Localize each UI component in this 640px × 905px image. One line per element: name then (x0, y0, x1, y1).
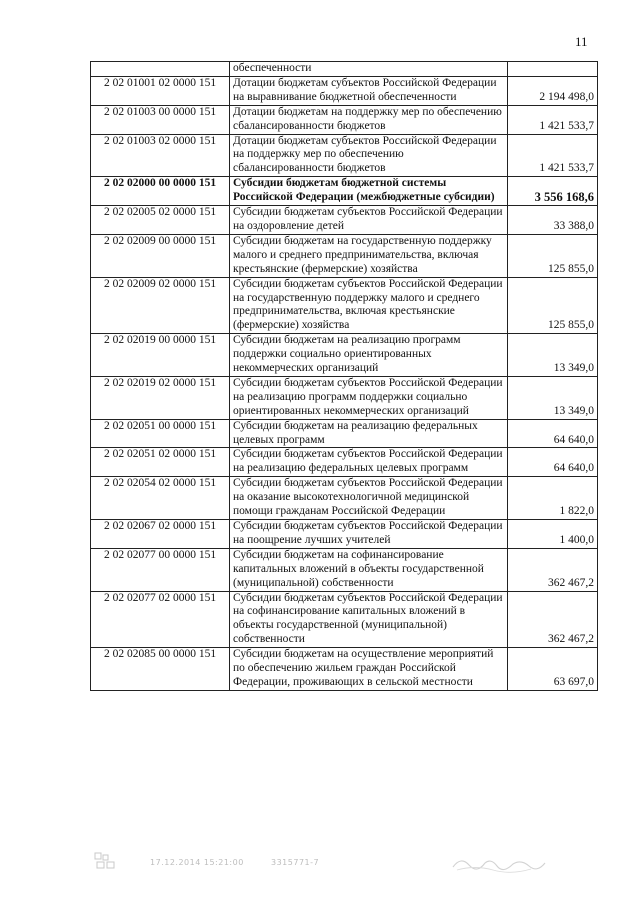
description-cell: Субсидии бюджетам на осуществление мероприятий по обеспечению жильем граждан Российской Федерации, проживающих в сельской местности (230, 648, 508, 691)
table-row (91, 448, 598, 477)
table-row (91, 477, 598, 520)
budget-code-cell: 2 02 02019 02 0000 151 (91, 376, 230, 419)
description-cell: Дотации бюджетам субъектов Российской Федерации на поддержку мер по обеспечению сбалансированности бюджетов (230, 134, 508, 177)
table-row (91, 648, 598, 691)
description-cell: Субсидии бюджетам субъектов Российской Федерации на софинансирование капитальных вложений в объекты государственной (муниципальной) собственности (230, 591, 508, 648)
description-cell: Субсидии бюджетам субъектов Российской Федерации на оздоровление детей (230, 206, 508, 235)
description-cell: Дотации бюджетам субъектов Российской Федерации на выравнивание бюджетной обеспеченности (230, 76, 508, 105)
description-cell: Субсидии бюджетам на реализацию федеральных целевых программ (230, 419, 508, 448)
budget-code-cell: 2 02 02009 02 0000 151 (91, 277, 230, 334)
description-cell: Субсидии бюджетам субъектов Российской Федерации на оказание высокотехнологичной медицинской помощи гражданам Российской Федерации (230, 477, 508, 520)
table-row (91, 62, 598, 77)
amount-cell: 13 349,0 (508, 376, 598, 419)
budget-code-cell: 2 02 02077 00 0000 151 (91, 548, 230, 591)
budget-code-cell: 2 02 01003 02 0000 151 (91, 134, 230, 177)
amount-cell (508, 62, 598, 77)
amount-cell: 13 349,0 (508, 334, 598, 377)
amount-cell: 2 194 498,0 (508, 76, 598, 105)
description-cell: Субсидии бюджетам субъектов Российской Федерации на государственную поддержку малого и среднего предпринимательства, включая крестьянские (фермерские) хозяйства (230, 277, 508, 334)
table-row (91, 277, 598, 334)
description-cell: Субсидии бюджетам на государственную поддержку малого и среднего предпринимательства, включая крестьянские (фермерские) хозяйства (230, 234, 508, 277)
amount-cell: 64 640,0 (508, 448, 598, 477)
table-row (91, 105, 598, 134)
amount-cell: 362 467,2 (508, 591, 598, 648)
budget-revenue-table (90, 61, 598, 691)
amount-cell: 1 400,0 (508, 520, 598, 549)
budget-code-cell: 2 02 02009 00 0000 151 (91, 234, 230, 277)
amount-cell: 362 467,2 (508, 548, 598, 591)
description-cell: Субсидии бюджетам на софинансирование капитальных вложений в объекты государственной (муниципальной) собственности (230, 548, 508, 591)
budget-code-cell: 2 02 02000 00 0000 151 (91, 177, 230, 206)
description-cell: Субсидии бюджетам на реализацию программ поддержки социально ориентированных некоммерческих организаций (230, 334, 508, 377)
table-row (91, 134, 598, 177)
table-row (91, 234, 598, 277)
table-row (91, 520, 598, 549)
description-cell: Субсидии бюджетам бюджетной системы Российской Федерации (межбюджетные субсидии) (230, 177, 508, 206)
page-number: 11 (575, 34, 588, 49)
description-cell: Дотации бюджетам на поддержку мер по обеспечению сбалансированности бюджетов (230, 105, 508, 134)
amount-cell: 63 697,0 (508, 648, 598, 691)
budget-code-cell: 2 02 02085 00 0000 151 (91, 648, 230, 691)
table-row (91, 376, 598, 419)
table-row (91, 76, 598, 105)
document-code: 3315771-7 (271, 858, 320, 867)
amount-cell: 125 855,0 (508, 234, 598, 277)
budget-code-cell: 2 02 02051 02 0000 151 (91, 448, 230, 477)
description-cell: Субсидии бюджетам субъектов Российской Федерации на реализацию федеральных целевых программ (230, 448, 508, 477)
description-cell: обеспеченности (230, 62, 508, 77)
amount-cell: 64 640,0 (508, 419, 598, 448)
table-row (91, 206, 598, 235)
amount-cell: 33 388,0 (508, 206, 598, 235)
table-row (91, 177, 598, 206)
table-row (91, 419, 598, 448)
amount-cell: 3 556 168,6 (508, 177, 598, 206)
registration-stamp-icon (94, 852, 116, 870)
budget-code-cell: 2 02 02054 02 0000 151 (91, 477, 230, 520)
budget-code-cell: 2 02 02067 02 0000 151 (91, 520, 230, 549)
table-row (91, 548, 598, 591)
budget-code-cell: 2 02 02005 02 0000 151 (91, 206, 230, 235)
budget-code-cell: 2 02 02077 02 0000 151 (91, 591, 230, 648)
budget-code-cell (91, 62, 230, 77)
print-timestamp: 17.12.2014 15:21:00 (150, 858, 244, 867)
budget-code-cell: 2 02 01001 02 0000 151 (91, 76, 230, 105)
budget-code-cell: 2 02 02051 00 0000 151 (91, 419, 230, 448)
faded-signature-mark (451, 852, 547, 874)
amount-cell: 125 855,0 (508, 277, 598, 334)
description-cell: Субсидии бюджетам субъектов Российской Федерации на реализацию программ поддержки социально ориентированных некоммерческих организаций (230, 376, 508, 419)
table-body (91, 62, 598, 691)
table-row (91, 591, 598, 648)
budget-code-cell: 2 02 01003 00 0000 151 (91, 105, 230, 134)
description-cell: Субсидии бюджетам субъектов Российской Федерации на поощрение лучших учителей (230, 520, 508, 549)
document-footer (94, 852, 554, 874)
budget-code-cell: 2 02 02019 00 0000 151 (91, 334, 230, 377)
amount-cell: 1 822,0 (508, 477, 598, 520)
amount-cell: 1 421 533,7 (508, 105, 598, 134)
table-row (91, 334, 598, 377)
amount-cell: 1 421 533,7 (508, 134, 598, 177)
